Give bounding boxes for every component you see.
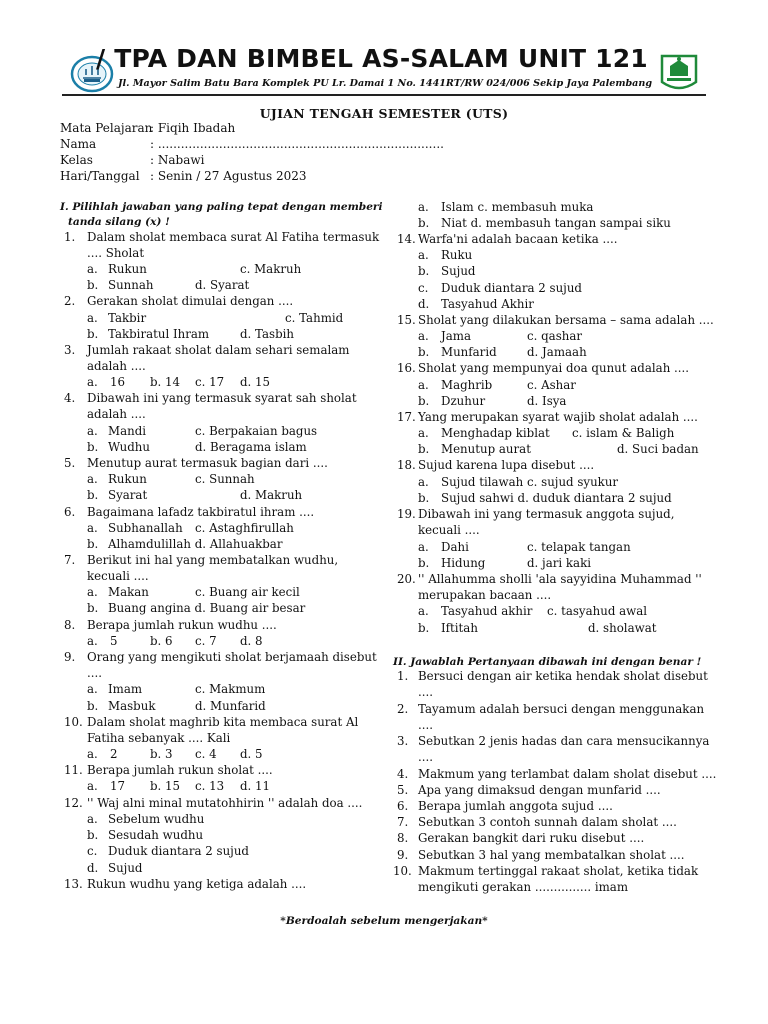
option-text: c. 17 [195,375,225,389]
option-text: Duduk diantara 2 sujud [108,844,249,858]
option-letter: b. [87,327,99,341]
question-text: .... Sholat [87,246,145,260]
question-text: Fatiha sebanyak .... Kali [87,731,231,745]
option-text: Takbir [108,311,147,325]
option-text: Subhanallah [108,521,183,535]
option-text: Duduk diantara 2 sujud [441,281,582,295]
option-letter: b. [418,491,430,505]
option-text: b. 3 [150,747,173,761]
info-value: : Nabawi [150,153,205,167]
option-text: Rukun [108,262,147,276]
option-letter: a. [418,329,429,343]
question-text: adalah .... [87,407,146,421]
option-text: Jama [441,329,471,343]
question-text: Dibawah ini yang termasuk syarat sah sholat [87,391,357,405]
question-number: 2. [64,294,76,308]
question-text: kecuali .... [418,523,480,537]
question-text: Yang merupakan syarat wajib sholat adalah .... [418,410,698,424]
info-value: : Senin / 27 Agustus 2023 [150,169,307,183]
essay-question: Berapa jumlah anggota sujud .... [418,799,613,813]
school-name: / TPA DAN BIMBEL AS-SALAM UNIT 121 [96,44,648,73]
question-number: 1. [64,230,76,244]
option-letter: c. [87,844,98,858]
option-text: c. Makmum [195,682,266,696]
question-text: kecuali .... [87,569,149,583]
question-text: '' Allahumma sholli 'ala sayyidina Muhammad '' [418,572,702,586]
option-text: Sujud [441,264,476,278]
option-text: Makan [108,585,149,599]
section-2-instruction: II. Jawablah Pertanyaan dibawah ini dengan benar ! [393,656,702,668]
question-text: Menutup aurat termasuk bagian dari .... [87,456,328,470]
option-letter: b. [418,394,430,408]
question-text: Orang yang mengikuti sholat berjamaah disebut [87,650,377,664]
option-letter: b. [87,601,99,615]
option-letter: a. [87,682,98,696]
question-number: 19. [397,507,416,521]
option-text: Dzuhur [441,394,486,408]
option-text: Masbuk [108,699,156,713]
option-letter: a. [418,378,429,392]
essay-question: .... [418,718,433,732]
option-text: Islam c. membasuh muka [441,200,594,214]
essay-number: 8. [397,831,409,845]
question-text: Gerakan sholat dimulai dengan .... [87,294,294,308]
essay-question: mengikuti gerakan ............... imam [418,880,629,894]
essay-question: Apa yang dimaksud dengan munfarid .... [418,783,661,797]
option-letter: b. [87,537,99,551]
question-text: Rukun wudhu yang ketiga adalah .... [87,877,307,891]
option-letter: a. [87,779,98,793]
option-text: 16 [110,375,126,389]
option-text: d. Isya [527,394,567,408]
option-text: c. Berpakaian bagus [195,424,318,438]
option-text: 2 [110,747,118,761]
question-number: 3. [64,343,76,357]
essay-number: 4. [397,767,409,781]
option-text: Takbiratul Ihram [108,327,210,341]
question-number: 7. [64,553,76,567]
option-text: Imam [108,682,143,696]
info-label: Hari/Tanggal [60,169,140,183]
option-text: b. 14 [150,375,181,389]
essay-number: 5. [397,783,409,797]
info-label: Kelas [60,153,93,167]
question-text: Dalam sholat maghrib kita membaca surat Al [87,715,359,729]
section-1-instruction: tanda silang (x) ! [68,216,170,228]
question-number: 13. [64,877,83,891]
header-divider [62,94,706,96]
question-number: 10. [64,715,83,729]
option-text: c. Ashar [527,378,576,392]
option-text: c. islam & Baligh [572,426,675,440]
essay-number: 7. [397,815,409,829]
option-text: 5 [110,634,118,648]
option-text: c. 7 [195,634,217,648]
essay-question: Sebutkan 3 contoh sunnah dalam sholat .... [418,815,677,829]
essay-number: 10. [393,864,412,878]
option-text: Menghadap kiblat [441,426,550,440]
option-text: d. Munfarid [195,699,266,713]
option-letter: a. [87,311,98,325]
option-text: d. Tasbih [240,327,295,341]
essay-question: Sebutkan 2 jenis hadas dan cara mensucikannya [418,734,710,748]
option-text: c. tasyahud awal [547,604,648,618]
question-text: Bagaimana lafadz takbiratul ihram .... [87,505,315,519]
info-value: : Fiqih Ibadah [150,121,236,135]
option-text: Menutup aurat [441,442,531,456]
option-text: d. Jamaah [527,345,587,359]
question-text: Dalam sholat membaca surat Al Fatiha termasuk [87,230,380,244]
option-letter: a. [87,634,98,648]
option-text: d. 5 [240,747,263,761]
essay-question: Gerakan bangkit dari ruku disebut .... [418,831,645,845]
option-text: b. 15 [150,779,181,793]
option-text: d. 8 [240,634,263,648]
question-text: Warfa'ni adalah bacaan ketika .... [418,232,618,246]
essay-number: 3. [397,734,409,748]
question-text: adalah .... [87,359,146,373]
question-number: 8. [64,618,76,632]
option-text: c. Sunnah [195,472,255,486]
question-number: 18. [397,458,416,472]
info-label: Nama [60,137,97,151]
option-text: Buang angina d. Buang air besar [108,601,306,615]
option-text: c. Makruh [240,262,302,276]
option-text: d. 15 [240,375,271,389]
option-text: d. 11 [240,779,271,793]
option-text: b. 6 [150,634,173,648]
option-text: Dahi [441,540,469,554]
option-text: c. telapak tangan [527,540,631,554]
question-number: 16. [397,361,416,375]
option-text: Rukun [108,472,147,486]
essay-question: Bersuci dengan air ketika hendak sholat disebut [418,669,708,683]
essay-number: 6. [397,799,409,813]
option-text: Mandi [108,424,147,438]
essay-number: 1. [397,669,409,683]
option-letter: c. [418,281,429,295]
option-text: Wudhu [108,440,150,454]
option-letter: b. [87,440,99,454]
question-number: 9. [64,650,76,664]
option-letter: a. [418,475,429,489]
option-text: d. Beragama islam [195,440,307,454]
option-text: Sunnah [108,278,154,292]
option-letter: d. [87,861,99,875]
option-letter: b. [418,264,430,278]
question-number: 5. [64,456,76,470]
option-text: Munfarid [441,345,497,359]
info-value: : ........................................................................... [150,137,444,151]
section-1-instruction: I. Pilihlah jawaban yang paling tepat dengan memberi [60,201,383,213]
option-letter: b. [418,345,430,359]
essay-question: .... [418,685,433,699]
exam-title: UJIAN TENGAH SEMESTER (UTS) [259,106,509,121]
essay-question: .... [418,750,433,764]
option-letter: b. [87,278,99,292]
option-letter: a. [418,540,429,554]
option-text: Hidung [441,556,486,570]
essay-question: Sebutkan 3 hal yang membatalkan sholat .... [418,848,685,862]
question-text: Sholat yang mempunyai doa qunut adalah .... [418,361,690,375]
school-address: Jl. Mayor Salim Batu Bara Komplek PU Lr. Damai 1 No. 1441RT/RW 024/006 Sekip Jaya Palembang [118,78,653,89]
option-text: Sujud sahwi d. duduk diantara 2 sujud [441,491,672,505]
option-text: Alhamdulillah d. Allahuakbar [108,537,283,551]
option-text: Syarat [108,488,148,502]
essay-number: 2. [397,702,409,716]
option-letter: a. [418,604,429,618]
option-text: Sujud [108,861,143,875]
question-number: 15. [397,313,416,327]
option-letter: b. [87,488,99,502]
option-text: d. Syarat [195,278,250,292]
option-text: Tasyahud akhir [441,604,533,618]
option-text: Iftitah [441,621,478,635]
question-text: .... [87,666,102,680]
option-letter: a. [418,426,429,440]
question-text: Jumlah rakaat sholat dalam sehari semalam [87,343,350,357]
option-text: c. Buang air kecil [195,585,300,599]
option-text: Ruku [441,248,473,262]
info-label: Mata Pelajaran [60,121,153,135]
question-number: 4. [64,391,76,405]
option-text: c. 4 [195,747,217,761]
question-text: '' Waj alni minal mutatohhirin '' adalah doa .... [87,796,363,810]
question-text: merupakan bacaan .... [418,588,552,602]
option-text: d. Suci badan [617,442,699,456]
option-letter: b. [418,556,430,570]
option-text: c. Astaghfirullah [195,521,294,535]
footer-note: *Berdoalah sebelum mengerjakan* [280,915,488,927]
question-number: 11. [64,763,83,777]
option-letter: a. [418,200,429,214]
option-letter: a. [87,521,98,535]
question-number: 20. [397,572,416,586]
question-number: 6. [64,505,76,519]
option-letter: a. [87,424,98,438]
option-text: d. sholawat [588,621,657,635]
option-text: Sesudah wudhu [108,828,204,842]
option-letter: b. [87,699,99,713]
option-letter: a. [87,585,98,599]
option-letter: d. [418,297,430,311]
option-letter: b. [87,828,99,842]
option-text: d. jari kaki [527,556,592,570]
option-text: Sujud tilawah c. sujud syukur [441,475,619,489]
question-number: 14. [397,232,416,246]
essay-number: 9. [397,848,409,862]
option-text: c. Tahmid [285,311,344,325]
option-text: c. qashar [527,329,583,343]
option-letter: a. [87,375,98,389]
option-text: Niat d. membasuh tangan sampai siku [441,216,671,230]
question-number: 17. [397,410,416,424]
question-text: Berapa jumlah rukun sholat .... [87,763,273,777]
essay-question: Makmum yang terlambat dalam sholat disebut .... [418,767,717,781]
option-letter: a. [87,472,98,486]
essay-question: Makmum tertinggal rakaat sholat, ketika tidak [418,864,699,878]
option-text: d. Makruh [240,488,303,502]
option-letter: a. [87,812,98,826]
school-logo-right [660,52,698,94]
option-text: Tasyahud Akhir [441,297,534,311]
option-letter: b. [418,621,430,635]
question-number: 12. [64,796,83,810]
option-text: Sebelum wudhu [108,812,205,826]
question-text: Berapa jumlah rukun wudhu .... [87,618,277,632]
option-letter: a. [418,248,429,262]
option-letter: a. [87,747,98,761]
question-text: Sujud karena lupa disebut .... [418,458,595,472]
option-letter: b. [418,216,430,230]
option-letter: b. [418,442,430,456]
question-text: Dibawah ini yang termasuk anggota sujud, [418,507,675,521]
essay-question: Tayamum adalah bersuci dengan menggunakan [418,702,705,716]
option-letter: a. [87,262,98,276]
question-text: Berikut ini hal yang membatalkan wudhu, [87,553,339,567]
question-text: Sholat yang dilakukan bersama – sama adalah .... [418,313,714,327]
option-text: c. 13 [195,779,225,793]
option-text: 17 [110,779,126,793]
option-text: Maghrib [441,378,493,392]
